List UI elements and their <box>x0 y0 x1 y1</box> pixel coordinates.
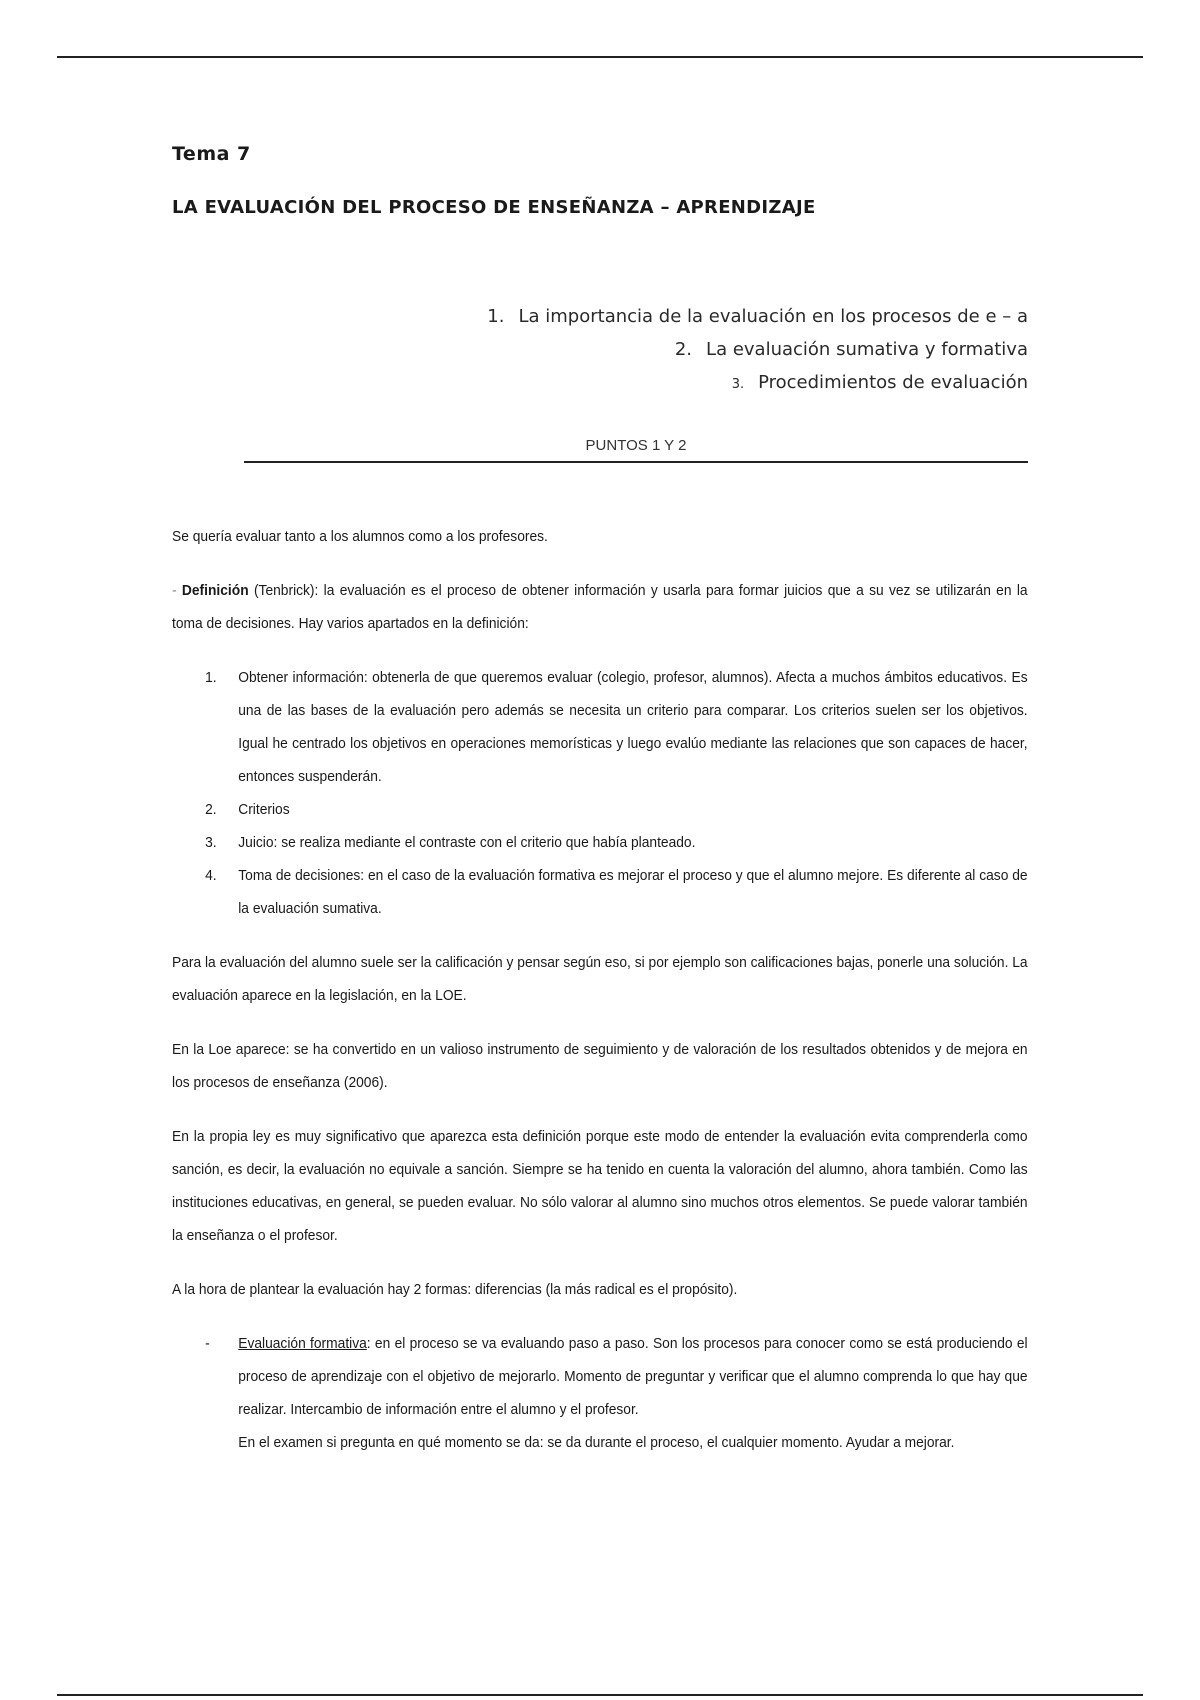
toc-item <box>487 366 1028 399</box>
formativa-term: Evaluación formativa <box>238 1335 367 1352</box>
body-paragraph: En la propia ley es muy significativo que aparezca esta definición porque este modo de entender la evaluación evita comprenderla como sanción, es decir, la evaluación no equivale a sanción. Siempre se ha tenido en cuenta la valoración del alumno, ahora también. Como las instituciones educativas, en general, se pueden evaluar. No sólo valorar al alumno sino muchos otros elementos. Se puede valorar también la enseñanza o el profesor. <box>172 1128 1028 1244</box>
toc-number: 1. <box>487 306 505 327</box>
body-paragraph: En la Loe aparece: se ha convertido en un valioso instrumento de seguimiento y de valoración de los resultados obtenidos y de mejora en los procesos de enseñanza (2006). <box>172 1041 1028 1091</box>
body-paragraph: Para la evaluación del alumno suele ser la calificación y pensar según eso, si por ejemplo son calificaciones bajas, ponerle una solución. La evaluación aparece en la legislación, en la LOE. <box>172 954 1028 1004</box>
list-item <box>172 793 1028 826</box>
definition-steps-list <box>172 661 1028 925</box>
toc-label: Procedimientos de evaluación <box>758 372 1028 393</box>
list-item <box>172 859 1028 925</box>
formativa-note: En el examen si pregunta en qué momento se da: se da durante el proceso, el cualquier momento. Ayudar a mejorar. <box>238 1434 955 1451</box>
definition-term: Definición <box>181 582 249 599</box>
list-number: 2. <box>205 801 217 818</box>
toc-item <box>487 333 1028 366</box>
list-item-text: Juicio: se realiza mediante el contraste con el criterio que había planteado. <box>238 834 696 851</box>
toc-number: 3. <box>731 377 745 392</box>
definition-text: (Tenbrick): la evaluación es el proceso de obtener información y usarla para formar juicios que a su vez se utilizarán en la toma de decisiones. Hay varios apartados en la definición: <box>172 582 1028 632</box>
list-number: 1. <box>205 669 217 686</box>
page-top-rule <box>57 56 1143 58</box>
list-dash: - <box>205 1335 210 1352</box>
formativa-text: : en el proceso se va evaluando paso a paso. Son los procesos para conocer como se está produciendo el proceso de aprendizaje con el objetivo de mejorarlo. Momento de preguntar y verificar que el alumno comprenda lo que hay que realizar. Intercambio de información entre el alumno y el profesor. <box>238 1335 1028 1418</box>
list-item <box>172 826 1028 859</box>
list-item-text: Obtener información: obtenerla de que queremos evaluar (colegio, profesor, alumnos). Afecta a muchos ámbitos educativos. Es una de las bases de la evaluación pero además se necesita un criterio para comparar. Los criterios suelen ser los objetivos. Igual he centrado los objetivos en operaciones memorísticas y luego evalúo mediante las relaciones que son capaces de hacer, entonces suspenderán. <box>238 669 1028 785</box>
evaluation-types-list <box>172 1327 1028 1459</box>
list-number: 3. <box>205 834 217 851</box>
list-item <box>172 661 1028 793</box>
definition-paragraph <box>172 574 1028 640</box>
page-title: LA EVALUACIÓN DEL PROCESO DE ENSEÑANZA – APRENDIZAJE <box>172 197 816 218</box>
definition-dash: - <box>172 582 177 599</box>
document-body <box>172 520 1028 1480</box>
toc-label: La evaluación sumativa y formativa <box>706 339 1028 360</box>
list-number: 4. <box>205 867 217 884</box>
body-paragraph: A la hora de plantear la evaluación hay 2 formas: diferencias (la más radical es el propósito). <box>172 1281 738 1298</box>
toc-number: 2. <box>674 339 693 360</box>
list-item <box>172 1327 1028 1459</box>
intro-paragraph: Se quería evaluar tanto a los alumnos como a los profesores. <box>172 528 548 545</box>
section-rule <box>244 461 1028 463</box>
toc-item <box>487 300 1028 333</box>
table-of-contents <box>487 300 1028 399</box>
topic-number: Tema 7 <box>172 143 251 165</box>
toc-label: La importancia de la evaluación en los procesos de e – a <box>518 306 1028 327</box>
list-item-text: Toma de decisiones: en el caso de la evaluación formativa es mejorar el proceso y que el alumno mejore. Es diferente al caso de la evaluación sumativa. <box>238 867 1028 917</box>
page-bottom-rule <box>57 1694 1143 1696</box>
list-item-text: Criterios <box>238 801 290 818</box>
section-heading: PUNTOS 1 Y 2 <box>585 437 687 454</box>
